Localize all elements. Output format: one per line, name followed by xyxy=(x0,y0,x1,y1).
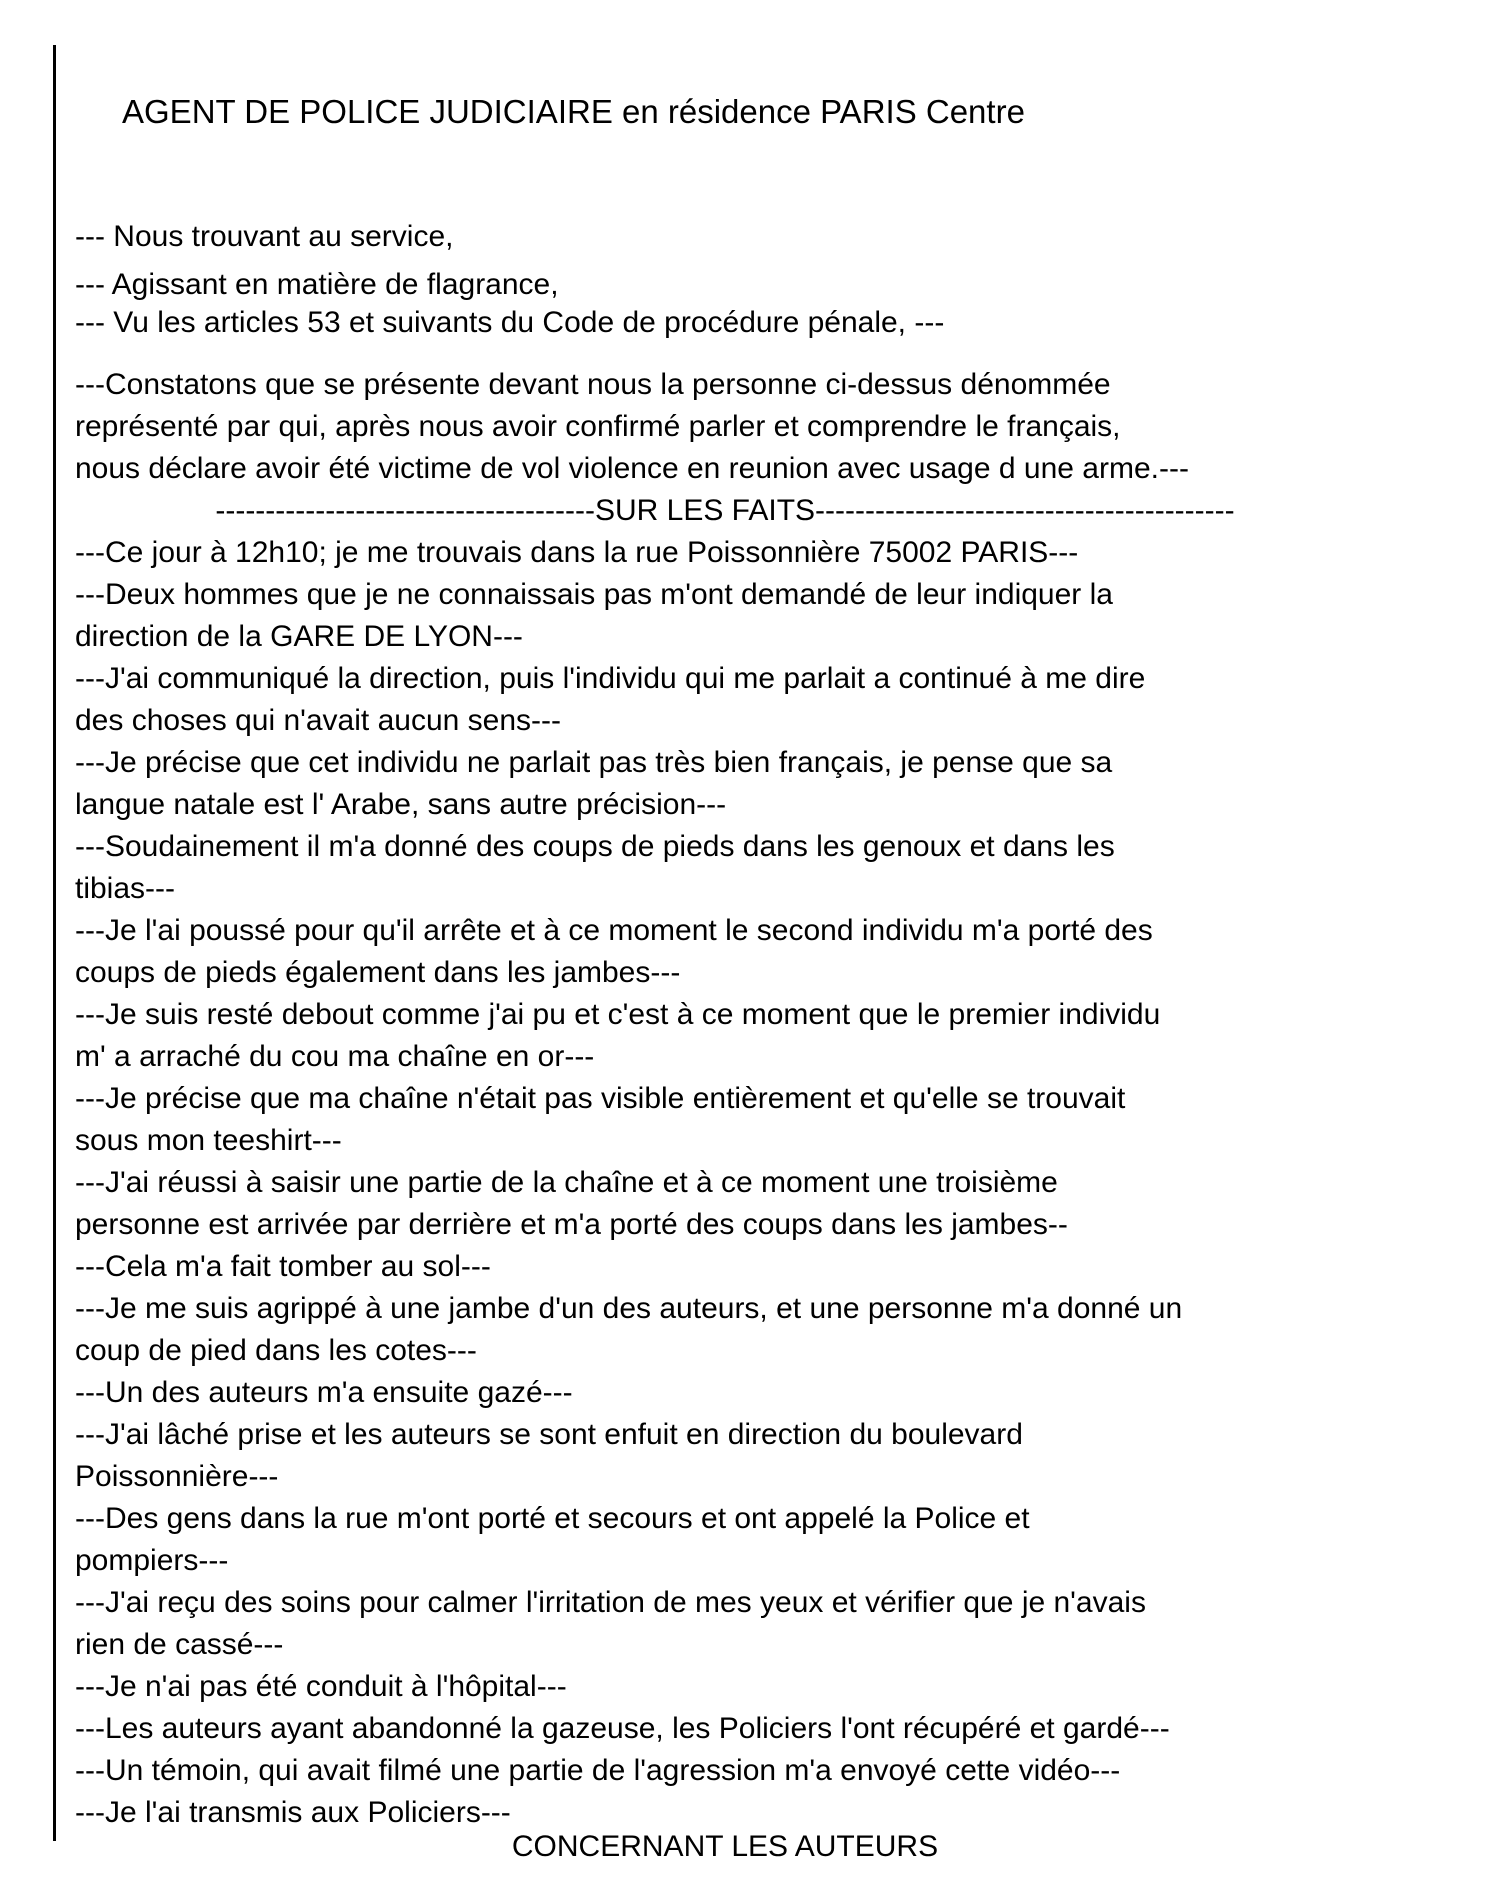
fact-line: coup de pied dans les cotes--- xyxy=(75,1334,477,1367)
statement-line: nous déclare avoir été victime de vol violence en reunion avec usage d une arme.--- xyxy=(75,452,1189,485)
statement-line: ---Constatons que se présente devant nous la personne ci-dessus dénommée xyxy=(75,368,1111,401)
fact-line: personne est arrivée par derrière et m'a porté des coups dans les jambes-- xyxy=(75,1208,1068,1241)
preamble-line: --- Agissant en matière de flagrance, xyxy=(75,268,559,301)
fact-line: ---Deux hommes que je ne connaissais pas m'ont demandé de leur indiquer la xyxy=(75,578,1113,611)
fact-line: ---Des gens dans la rue m'ont porté et secours et ont appelé la Police et xyxy=(75,1502,1030,1535)
fact-line: ---J'ai réussi à saisir une partie de la chaîne et à ce moment une troisième xyxy=(75,1166,1058,1199)
fact-line: des choses qui n'avait aucun sens--- xyxy=(75,704,561,737)
fact-line: ---J'ai communiqué la direction, puis l'individu qui me parlait a continué à me dire xyxy=(75,662,1146,695)
fact-line: ---Soudainement il m'a donné des coups de pieds dans les genoux et dans les xyxy=(75,830,1115,863)
fact-line: ---Je me suis agrippé à une jambe d'un des auteurs, et une personne m'a donné un xyxy=(75,1292,1183,1325)
fact-line: ---Je suis resté debout comme j'ai pu et c'est à ce moment que le premier individu xyxy=(75,998,1161,1031)
fact-line: ---Je l'ai poussé pour qu'il arrête et à ce moment le second individu m'a porté des xyxy=(75,914,1153,947)
fact-line: Poissonnière--- xyxy=(75,1460,279,1493)
section-title-concernant-les-auteurs xyxy=(75,1830,1375,1863)
fact-line: direction de la GARE DE LYON--- xyxy=(75,620,523,653)
fact-line: tibias--- xyxy=(75,872,176,905)
fact-line: ---J'ai lâché prise et les auteurs se sont enfuit en direction du boulevard xyxy=(75,1418,1023,1451)
section-title-text: CONCERNANT LES AUTEURS xyxy=(511,1830,939,1863)
left-margin-rule xyxy=(53,45,56,1841)
fact-line: langue natale est l' Arabe, sans autre précision--- xyxy=(75,788,727,821)
fact-line: coups de pieds également dans les jambes--- xyxy=(75,956,681,989)
fact-line: ---Un des auteurs m'a ensuite gazé--- xyxy=(75,1376,573,1409)
statement-line: représenté par qui, après nous avoir confirmé parler et comprendre le français, xyxy=(75,410,1121,443)
fact-line: pompiers--- xyxy=(75,1544,229,1577)
fact-line: ---J'ai reçu des soins pour calmer l'irritation de mes yeux et vérifier que je n'avais xyxy=(75,1586,1146,1619)
section-title-sur-les-faits: --------------------------------------SUR LES FAITS------------------------------------------ xyxy=(215,494,1235,527)
fact-line: ---Je précise que ma chaîne n'était pas visible entièrement et qu'elle se trouvait xyxy=(75,1082,1126,1115)
fact-line: ---Je l'ai transmis aux Policiers--- xyxy=(75,1796,511,1829)
fact-line: ---Cela m'a fait tomber au sol--- xyxy=(75,1250,491,1283)
fact-line: ---Un témoin, qui avait filmé une partie de l'agression m'a envoyé cette vidéo--- xyxy=(75,1754,1121,1787)
statement-body xyxy=(75,364,1375,1834)
fact-line: ---Je précise que cet individu ne parlait pas très bien français, je pense que sa xyxy=(75,746,1113,779)
fact-line: ---Je n'ai pas été conduit à l'hôpital--- xyxy=(75,1670,567,1703)
fact-line: rien de cassé--- xyxy=(75,1628,284,1661)
fact-line: m' a arraché du cou ma chaîne en or--- xyxy=(75,1040,595,1073)
fact-line: sous mon teeshirt--- xyxy=(75,1124,342,1157)
preamble-line: --- Vu les articles 53 et suivants du Code de procédure pénale, --- xyxy=(75,306,945,339)
preamble xyxy=(75,216,944,344)
fact-line: ---Les auteurs ayant abandonné la gazeuse, les Policiers l'ont récupéré et gardé--- xyxy=(75,1712,1170,1745)
preamble-line: --- Nous trouvant au service, xyxy=(75,220,454,253)
document-heading: AGENT DE POLICE JUDICIAIRE en résidence PARIS Centre xyxy=(122,93,1025,130)
fact-line: ---Ce jour à 12h10; je me trouvais dans la rue Poissonnière 75002 PARIS--- xyxy=(75,536,1079,569)
